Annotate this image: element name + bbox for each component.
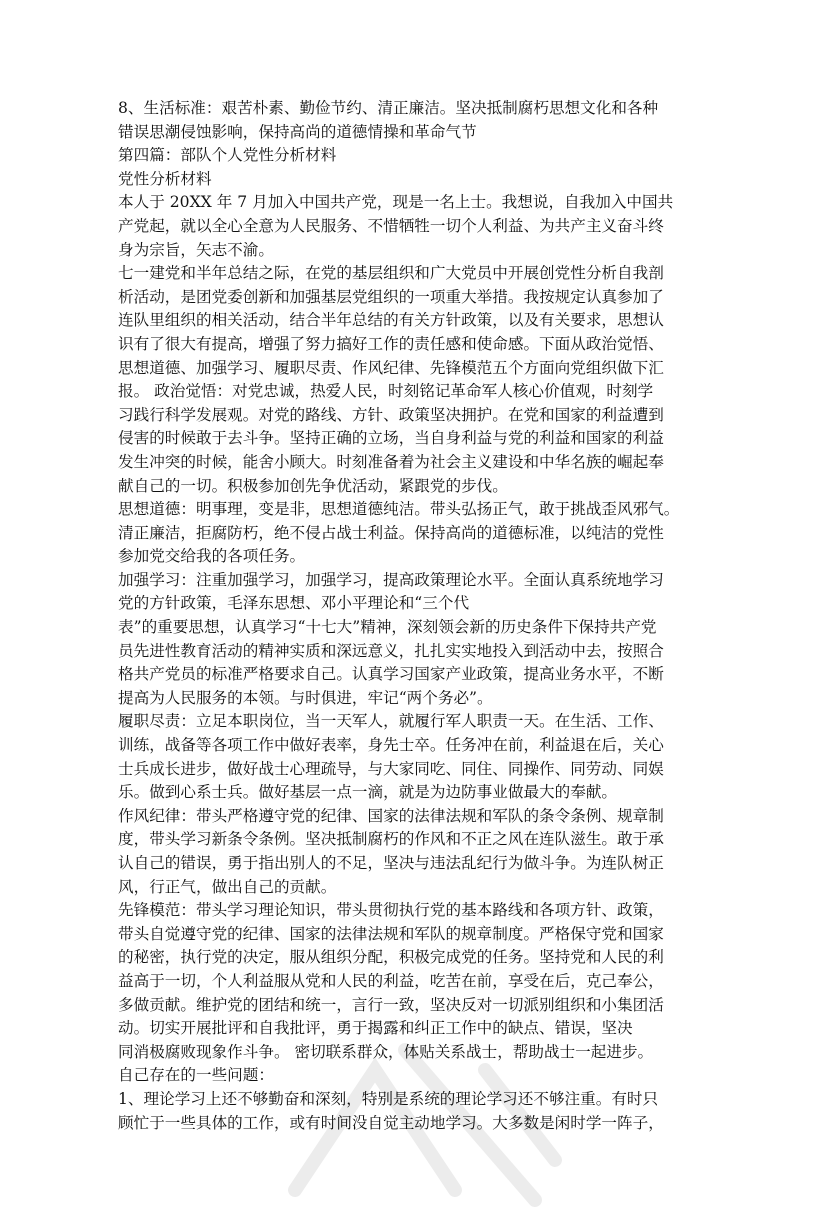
text-line: 思想道德、加强学习、履职尽责、作风纪律、先锋模范五个方面向党组织做下汇 bbox=[118, 358, 664, 377]
text-line: 动。切实开展批评和自我批评，勇于揭露和纠正工作中的缺点、错误，坚决 bbox=[118, 1019, 633, 1038]
document-body bbox=[118, 97, 718, 1135]
text-line: 析活动，是团党委创新和加强基层党组织的一项重大举措。我按规定认真参加了 bbox=[118, 287, 664, 306]
text-line: 益高于一切，个人利益服从党和人民的利益，吃苦在前，享受在后，克己奉公， bbox=[118, 971, 664, 990]
text-line: 员先进性教育活动的精神实质和深远意义，扎扎实实地投入到活动中去，按照合 bbox=[118, 641, 664, 660]
text-line: 自己存在的一些问题： bbox=[118, 1066, 274, 1085]
text-line: 训练，战备等各项工作中做好表率，身先士卒。任务冲在前，利益退在后，关心 bbox=[118, 736, 664, 755]
text-line: 顾忙于一些具体的工作，或有时间没自觉主动地学习。大多数是闲时学一阵子， bbox=[118, 1113, 664, 1132]
text-line: 认自己的错误，勇于指出别人的不足，坚决与违法乱纪行为做斗争。为连队树正 bbox=[118, 854, 664, 872]
text-line: 错误思潮侵蚀影响，保持高尚的道德情操和革命气节 bbox=[118, 122, 477, 141]
text-line: 参加党交给我的各项任务。 bbox=[118, 547, 306, 566]
text-line: 识有了很大有提高，增强了努力搞好工作的责任感和使命感。下面从政治觉悟、 bbox=[118, 334, 664, 353]
text-line: 的秘密，执行党的决定，服从组织分配，积极完成党的任务。坚持党和人民的利 bbox=[118, 948, 664, 967]
text-line: 表”的重要思想，认真学习“十七大”精神，深刻领会新的历史条件下保持共产党 bbox=[118, 618, 657, 637]
text-line: 同消极腐败现象作斗争。 密切联系群众，体贴关系战士，帮助战士一起进步。 bbox=[118, 1042, 654, 1061]
text-line: 七一建党和半年总结之际，在党的基层组织和广大党员中开展创党性分析自我剖 bbox=[118, 264, 664, 283]
text-line: 8、生活标准：艰苦朴素、勤俭节约、清正廉洁。坚决抵制腐朽思想文化和各种 bbox=[118, 99, 659, 117]
text-line: 提高为人民服务的本领。与时俱进，牢记“两个务必”。 bbox=[118, 688, 493, 707]
text-line: 侵害的时候敢于去斗争。坚持正确的立场，当自身利益与党的利益和国家的利益 bbox=[118, 429, 664, 448]
text-line: 格共产党员的标准严格要求自己。认真学习国家产业政策，提高业务水平，不断 bbox=[118, 665, 664, 684]
text-line: 连队里组织的相关活动，结合半年总结的有关方针政策，以及有关要求，思想认 bbox=[118, 311, 664, 330]
text-line: 发生冲突的时候，能舍小顾大。时刻准备着为社会主义建设和中华名族的崛起奉 bbox=[118, 452, 664, 471]
text-line: 先锋模范：带头学习理论知识，带头贯彻执行党的基本路线和各项方针、政策， bbox=[118, 901, 664, 920]
text-line: 党性分析材料 bbox=[118, 169, 212, 188]
text-line: 本人于 20XX 年 7 月加入中国共产党，现是一名上士。我想说，自我加入中国共 bbox=[118, 193, 674, 212]
text-line: 加强学习：注重加强学习，加强学习，提高政策理论水平。全面认真系统地学习 bbox=[118, 570, 664, 589]
text-line: 党的方针政策，毛泽东思想、邓小平理论和“三个代 bbox=[118, 594, 470, 613]
text-line: 多做贡献。维护党的团结和统一，言行一致，坚决反对一切派别组织和小集团活 bbox=[118, 995, 664, 1014]
text-line: 清正廉洁，拒腐防朽，绝不侵占战士利益。保持高尚的道德标准，以纯洁的党性 bbox=[118, 523, 664, 542]
text-line: 乐。做到心系士兵。做好基层一点一滴，就是为边防事业做最大的奉献。 bbox=[118, 783, 618, 802]
text-line: 第四篇：部队个人党性分析材料 bbox=[118, 146, 337, 165]
text-line: 履职尽责：立足本职岗位，当一天军人，就履行军人职责一天。在生活、工作、 bbox=[118, 712, 664, 731]
text-line: 献自己的一切。积极参加创先争优活动，紧跟党的步伐。 bbox=[118, 476, 508, 495]
text-line: 度，带头学习新条令条例。坚决抵制腐朽的作风和不正之风在连队滋生。敢于承 bbox=[118, 830, 664, 849]
text-line: 思想道德：明事理，变是非，思想道德纯洁。带头弘扬正气，敢于挑战歪风邪气。 bbox=[118, 500, 680, 519]
text-line: 带头自觉遵守党的纪律、国家的法律法规和军队的规章制度。严格保守党和国家 bbox=[118, 924, 664, 943]
text-line: 身为宗旨，矢志不渝。 bbox=[118, 240, 274, 259]
text-line: 1、理论学习上还不够勤奋和深刻，特别是系统的理论学习还不够注重。有时只 bbox=[118, 1089, 659, 1108]
text-line: 作风纪律：带头严格遵守党的纪律、国家的法律法规和军队的条令条例、规章制 bbox=[118, 806, 664, 825]
text-line: 习践行科学发展观。对党的路线、方针、政策坚决拥护。在党和国家的利益遭到 bbox=[118, 405, 664, 424]
text-line: 士兵成长进步，做好战士心理疏导，与大家同吃、同住、同操作、同劳动、同娱 bbox=[118, 759, 664, 778]
text-line: 报。 政治觉悟：对党忠诚，热爱人民，时刻铭记革命军人核心价值观，时刻学 bbox=[118, 382, 654, 401]
text-line: 风，行正气，做出自己的贡献。 bbox=[118, 877, 337, 896]
text-line: 产党起，就以全心全意为人民服务、不惜牺牲一切个人利益、为共产主义奋斗终 bbox=[118, 216, 664, 235]
